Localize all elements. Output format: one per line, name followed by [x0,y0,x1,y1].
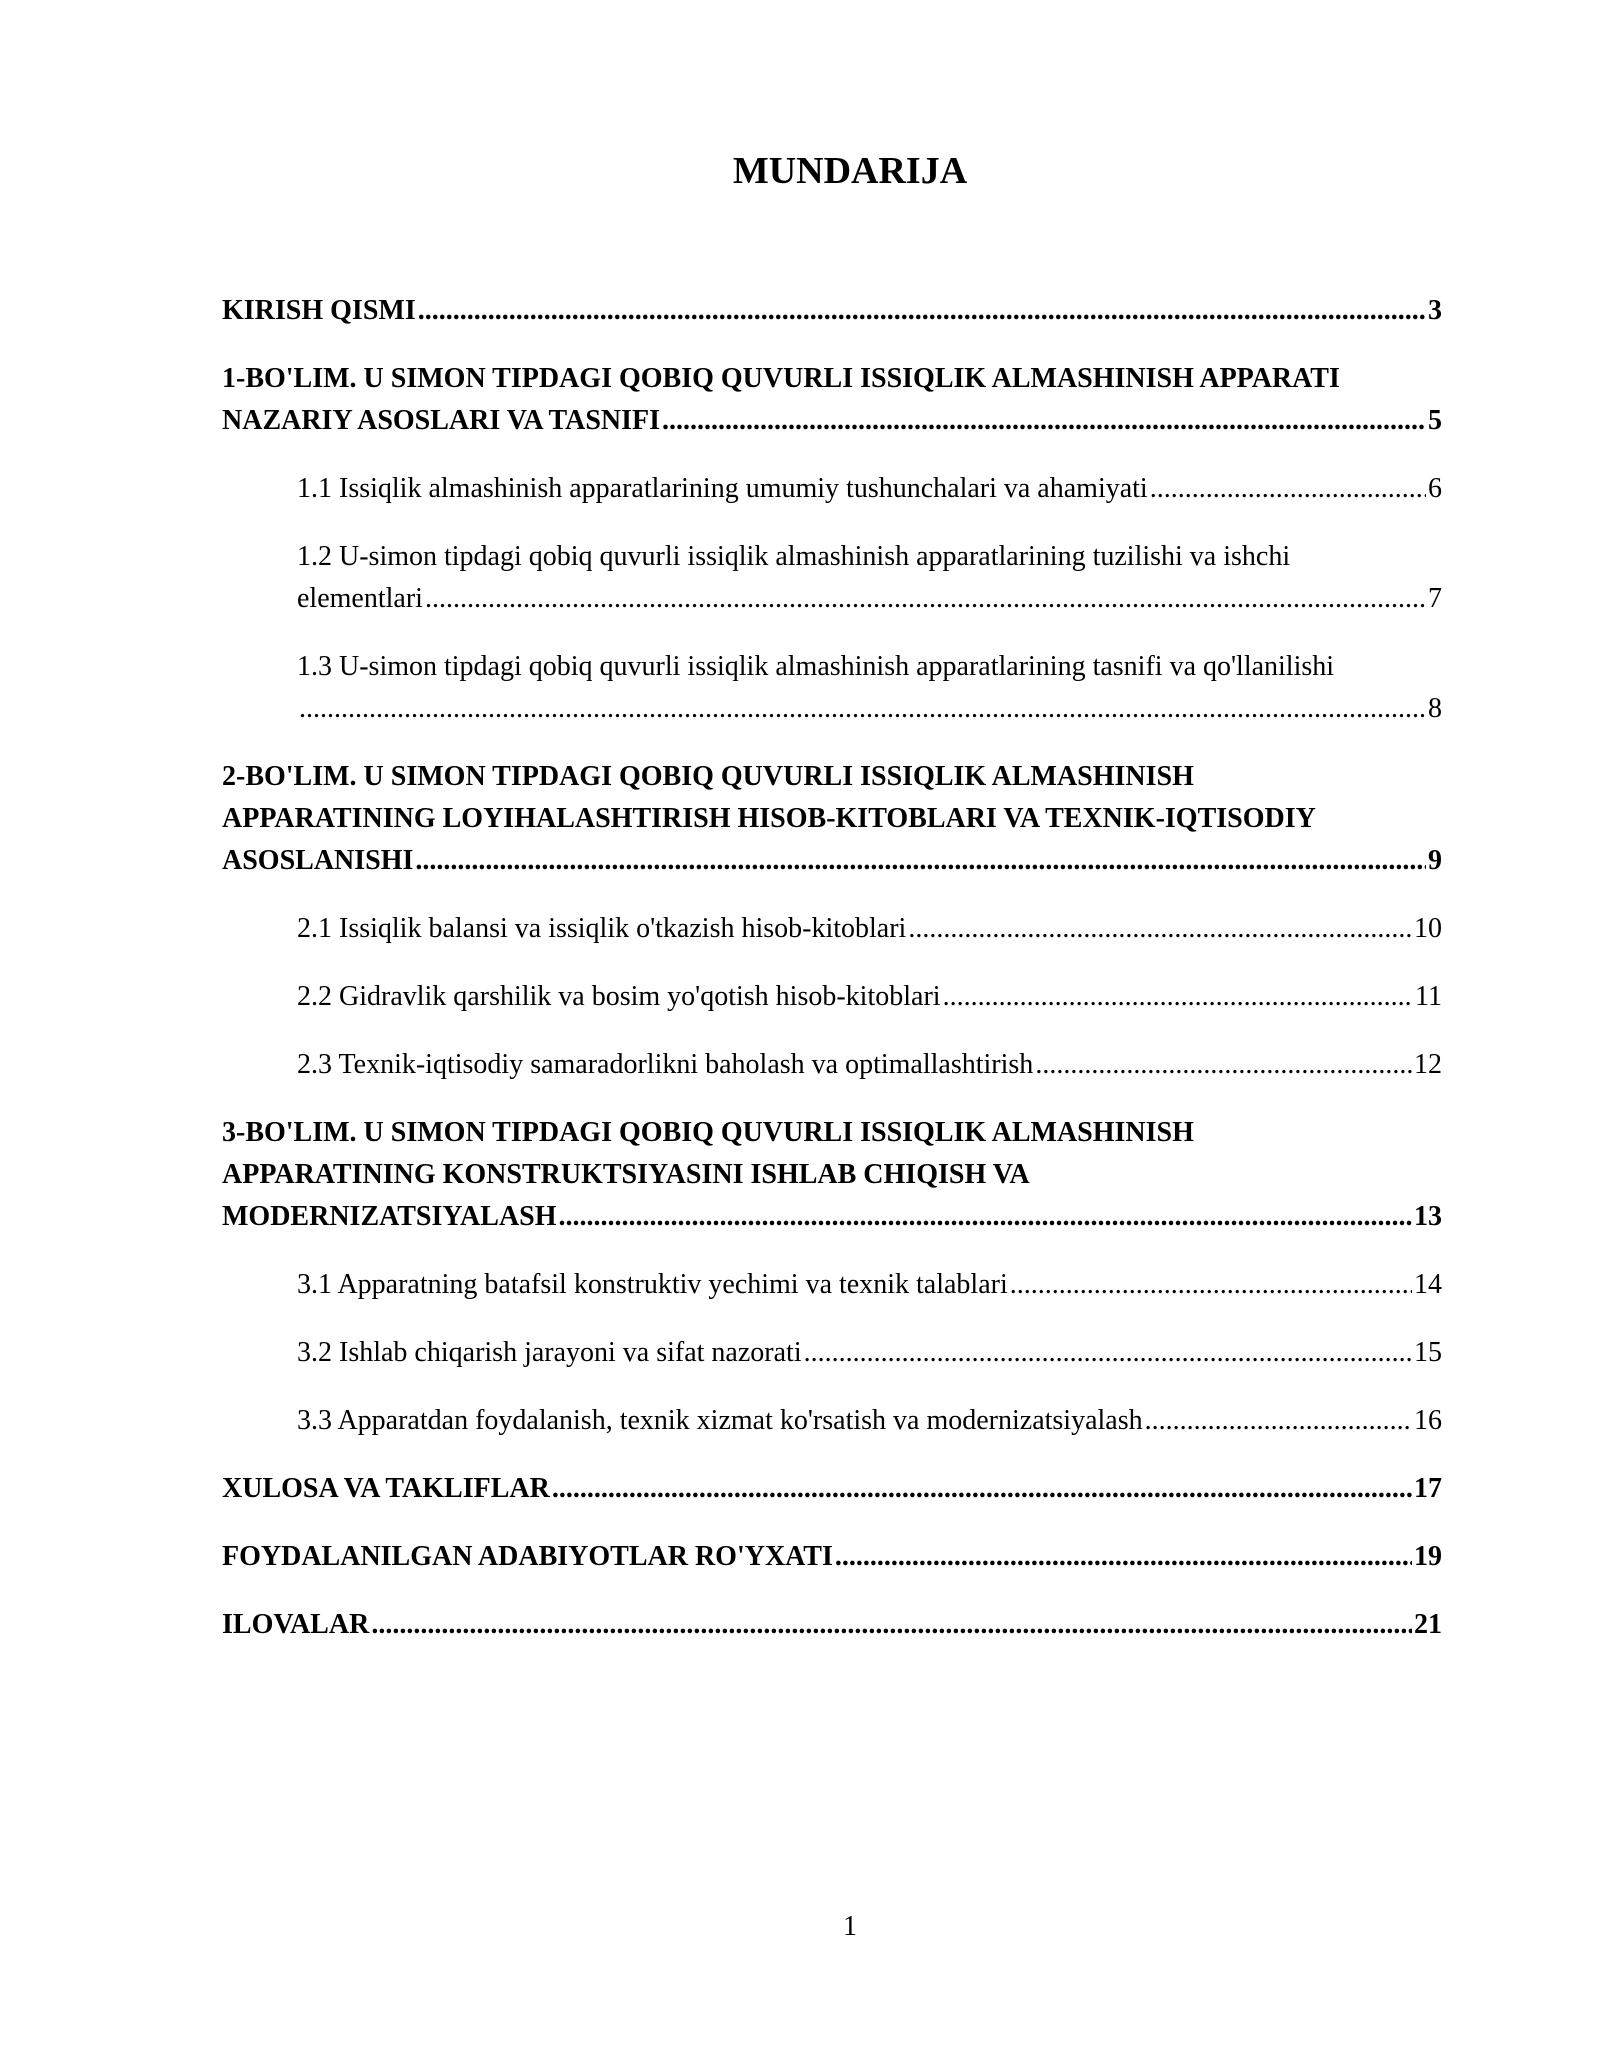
toc-entry[interactable] [297,908,1442,950]
table-of-contents [222,290,1442,1672]
toc-page-number: 9 [1428,845,1442,876]
toc-dot-leader [835,1536,1412,1578]
toc-page-number: 8 [1428,693,1442,724]
toc-entry[interactable] [297,1264,1442,1306]
toc-dot-leader [1035,1044,1412,1086]
toc-page-number: 10 [1414,913,1442,944]
toc-entry[interactable] [297,1332,1442,1374]
toc-entry[interactable] [222,358,1442,442]
toc-page-number: 21 [1414,1609,1442,1640]
toc-entry[interactable] [222,1604,1442,1646]
toc-dot-leader [415,840,1426,882]
toc-entry-title-line: APPARATINING KONSTRUKTSIYASINI ISHLAB CHIQISH VA [222,1159,1030,1190]
toc-entry-title-line: 2-BO'LIM. U SIMON TIPDAGI QOBIQ QUVURLI ISSIQLIK ALMASHINISH [222,761,1194,792]
toc-entry-title: 3.3 Apparatdan foydalanish, texnik xizmat ko'rsatish va modernizatsiyalash [297,1405,1143,1436]
toc-entry[interactable] [222,1112,1442,1238]
toc-entry[interactable] [222,756,1442,882]
toc-entry-title: 2.1 Issiqlik balansi va issiqlik o'tkazish hisob-kitoblari [297,913,907,944]
toc-page-number: 14 [1414,1269,1442,1300]
toc-entry[interactable] [297,646,1442,730]
toc-entry-title: KIRISH QISMI [222,295,416,326]
toc-dot-leader [943,976,1413,1018]
toc-entry[interactable] [297,1044,1442,1086]
toc-entry-title-line: 1.3 U-simon tipdagi qobiq quvurli issiqlik almashinish apparatlarining tasnifi va qo'llanilishi [297,651,1335,682]
page-title: MUNDARIJA [732,150,968,192]
toc-entry-title-line: APPARATINING LOYIHALASHTIRISH HISOB-KITOBLARI VA TEXNIK-IQTISODIY [222,803,1316,834]
toc-page-number: 17 [1414,1473,1442,1504]
toc-dot-leader [1145,1400,1412,1442]
toc-dot-leader [425,578,1426,620]
toc-entry[interactable] [297,1400,1442,1442]
toc-entry-title: MODERNIZATSIYALASH [222,1201,557,1232]
toc-dot-leader [299,688,1426,730]
toc-entry-title: 3.2 Ishlab chiqarish jarayoni va sifat nazorati [297,1337,802,1368]
toc-entry-title: XULOSA VA TAKLIFLAR [222,1473,550,1504]
toc-page-number: 7 [1428,583,1442,614]
toc-page-number: 12 [1414,1049,1442,1080]
toc-dot-leader [559,1196,1412,1238]
toc-page-number: 5 [1428,405,1442,436]
toc-dot-leader [804,1332,1412,1374]
toc-dot-leader [552,1468,1412,1510]
toc-dot-leader [1150,468,1426,510]
toc-entry-title: ILOVALAR [222,1609,370,1640]
page-number: 1 [843,1911,857,1942]
toc-entry-title: 3.1 Apparatning batafsil konstruktiv yechimi va texnik talablari [297,1269,1008,1300]
toc-entry[interactable] [297,468,1442,510]
toc-page-number: 16 [1414,1405,1442,1436]
toc-dot-leader [371,1604,1412,1646]
toc-entry[interactable] [297,536,1442,620]
toc-entry-title: ASOSLANISHI [222,845,414,876]
toc-dot-leader [908,908,1412,950]
toc-dot-leader [418,290,1426,332]
toc-entry-title: 2.2 Gidravlik qarshilik va bosim yo'qotish hisob-kitoblari [297,981,941,1012]
toc-dot-leader [1010,1264,1412,1306]
toc-page-number: 15 [1414,1337,1442,1368]
toc-page-number: 13 [1414,1201,1442,1232]
toc-entry[interactable] [222,1536,1442,1578]
toc-entry-title: 1.1 Issiqlik almashinish apparatlarining umumiy tushunchalari va ahamiyati [297,473,1148,504]
toc-entry-title-line: 1-BO'LIM. U SIMON TIPDAGI QOBIQ QUVURLI ISSIQLIK ALMASHINISH APPARATI [222,363,1340,394]
toc-page-number: 6 [1428,473,1442,504]
toc-entry-title-line: 3-BO'LIM. U SIMON TIPDAGI QOBIQ QUVURLI ISSIQLIK ALMASHINISH [222,1117,1194,1148]
toc-entry[interactable] [222,290,1442,332]
toc-entry-title: FOYDALANILGAN ADABIYOTLAR RO'YXATI [222,1541,833,1572]
toc-entry-title: elementlari [297,583,423,614]
toc-entry-title-line: 1.2 U-simon tipdagi qobiq quvurli issiqlik almashinish apparatlarining tuzilishi va ishchi [297,541,1291,572]
toc-entry[interactable] [297,976,1442,1018]
toc-page-number: 3 [1428,295,1442,326]
toc-dot-leader [662,400,1426,442]
toc-entry-title: 2.3 Texnik-iqtisodiy samaradorlikni baholash va optimallashtirish [297,1049,1034,1080]
toc-entry-title: NAZARIY ASOSLARI VA TASNIFI [222,405,661,436]
toc-page-number: 11 [1415,981,1442,1012]
toc-page-number: 19 [1414,1541,1442,1572]
toc-entry[interactable] [222,1468,1442,1510]
